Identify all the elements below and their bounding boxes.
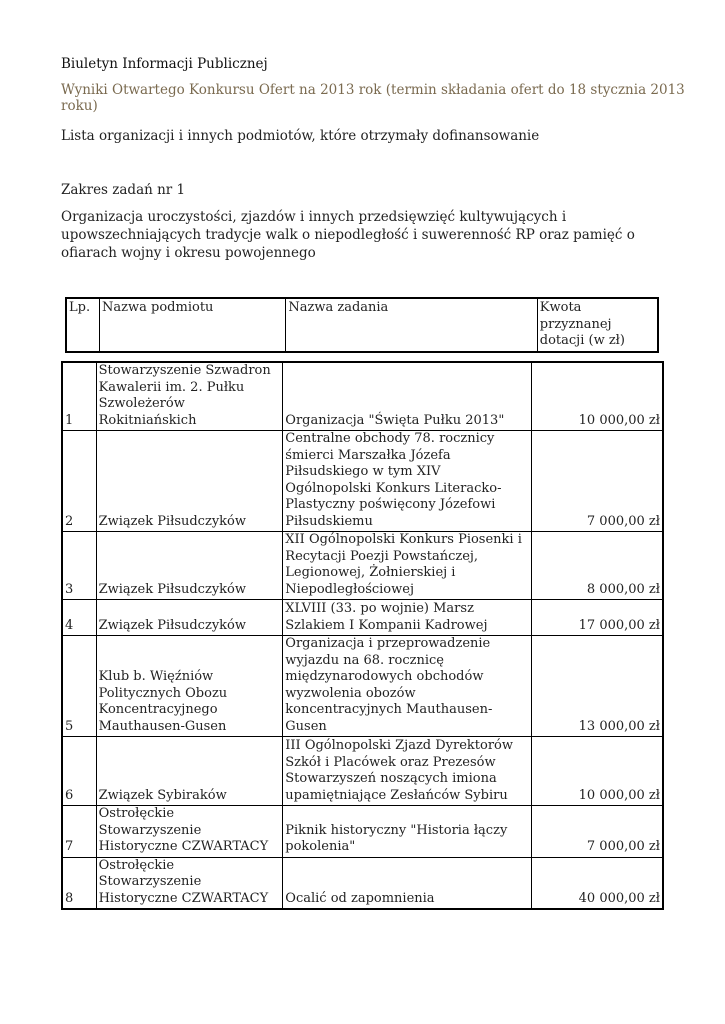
header-amount: Kwota przyznanej dotacji (w zł) <box>537 298 658 352</box>
row-lp: 2 <box>62 431 96 532</box>
row-task: XII Ogólnopolski Konkurs Piosenki i Recytacji Poezji Powstańczej, Legionowej, Żołnierskiej i Niepodległościowej <box>283 532 532 600</box>
row-lp: 8 <box>62 857 96 909</box>
table-row <box>62 362 663 431</box>
table-row <box>62 857 663 909</box>
site-title: Biuletyn Informacji Publicznej <box>61 56 268 72</box>
table-row <box>62 532 663 600</box>
row-task: Organizacja "Święta Pułku 2013" <box>283 362 532 431</box>
row-lp: 4 <box>62 600 96 636</box>
header-task: Nazwa zadania <box>286 298 537 352</box>
scope-description: Organizacja uroczystości, zjazdów i innych przedsięwzięć kultywujących i upowszechniających tradycje walk o niepodległość i suwerenność RP oraz pamięć o ofiarach wojny i okresu powojennego <box>61 209 635 261</box>
scope-heading: Zakres zadań nr 1 <box>61 182 186 198</box>
row-amount: 13 000,00 zł <box>531 636 663 737</box>
row-lp: 7 <box>62 806 96 858</box>
row-lp: 1 <box>62 362 96 431</box>
table-row <box>62 737 663 806</box>
row-amount: 8 000,00 zł <box>531 532 663 600</box>
row-task: Organizacja i przeprowadzenie wyjazdu na 68. rocznicę międzynarodowych obchodów wyzwolenia obozów koncentracyjnych Mauthausen-Gusen <box>283 636 532 737</box>
row-entity: Klub b. Więźniów Politycznych Obozu Koncentracyjnego Mauthausen-Gusen <box>96 636 283 737</box>
row-amount: 7 000,00 zł <box>531 806 663 858</box>
grants-table <box>61 361 664 910</box>
row-entity: Związek Piłsudczyków <box>96 600 283 636</box>
row-entity: Związek Piłsudczyków <box>96 431 283 532</box>
row-lp: 5 <box>62 636 96 737</box>
row-amount: 40 000,00 zł <box>531 857 663 909</box>
row-lp: 6 <box>62 737 96 806</box>
header-entity: Nazwa podmiotu <box>100 298 286 352</box>
row-task: Ocalić od zapomnienia <box>283 857 532 909</box>
row-entity: Związek Sybiraków <box>96 737 283 806</box>
header-lp: Lp. <box>66 298 100 352</box>
table-header <box>65 297 659 353</box>
row-amount: 10 000,00 zł <box>531 737 663 806</box>
header-row <box>66 298 658 352</box>
row-task: Centralne obchody 78. rocznicy śmierci Marszałka Józefa Piłsudskiego w tym XIV Ogólnopolski Konkurs Literacko-Plastyczny poświęcony Józefowi Piłsudskiemu <box>283 431 532 532</box>
table-row <box>62 431 663 532</box>
list-subtitle: Lista organizacji i innych podmiotów, które otrzymały dofinansowanie <box>61 128 540 144</box>
row-lp: 3 <box>62 532 96 600</box>
row-task: Piknik historyczny "Historia łączy pokolenia" <box>283 806 532 858</box>
table-row <box>62 636 663 737</box>
row-task: III Ogólnopolski Zjazd Dyrektorów Szkół i Placówek oraz Prezesów Stowarzyszeń noszących imiona upamiętniające Zesłańców Sybiru <box>283 737 532 806</box>
row-amount: 17 000,00 zł <box>531 600 663 636</box>
row-entity: Stowarzyszenie Szwadron Kawalerii im. 2. Pułku Szwoleżerów Rokitniańskich <box>96 362 283 431</box>
table-row <box>62 806 663 858</box>
row-entity: Związek Piłsudczyków <box>96 532 283 600</box>
row-amount: 10 000,00 zł <box>531 362 663 431</box>
row-entity: Ostrołęckie Stowarzyszenie Historyczne CZWARTACY <box>96 806 283 858</box>
row-task: XLVIII (33. po wojnie) Marsz Szlakiem I Kompanii Kadrowej <box>283 600 532 636</box>
row-entity: Ostrołęckie Stowarzyszenie Historyczne CZWARTACY <box>96 857 283 909</box>
row-amount: 7 000,00 zł <box>531 431 663 532</box>
document-title: Wyniki Otwartego Konkursu Ofert na 2013 rok (termin składania ofert do 18 stycznia 2013 roku) <box>61 82 685 114</box>
table-row <box>62 600 663 636</box>
